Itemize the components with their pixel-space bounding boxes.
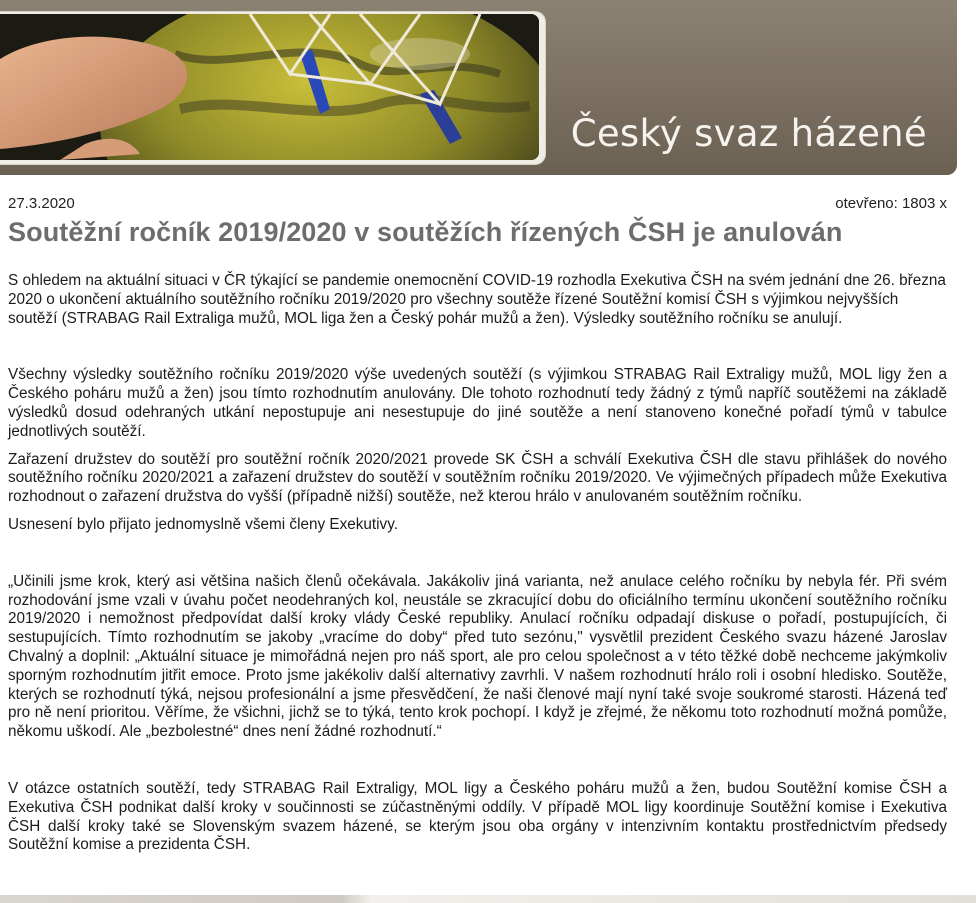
page-footer-strip (0, 895, 976, 903)
handball-ball-image (0, 14, 539, 160)
site-title: Český svaz házené (570, 112, 927, 155)
header-banner (0, 0, 957, 175)
handball-photo (0, 14, 539, 160)
header-photo-frame (0, 12, 545, 164)
view-count: otevřeno: 1803 x (835, 195, 947, 212)
article-title: Soutěžní ročník 2019/2020 v soutěžích řízených ČSH je anulován (8, 217, 843, 247)
article-paragraph: Usnesení bylo přijato jednomyslně všemi členy Exekutivy. (8, 515, 398, 533)
article-paragraph: V otázce ostatních soutěží, tedy STRABAG Rail Extraligy, MOL ligy a Českého poháru mužů a žen, budou Soutěžní komise ČSH a Exekutiva ČSH podnikat další kroky v součinnosti se zúčastněnými oddíly. V případě MOL ligy koordinuje Soutěžní komise i Exekutiva ČSH další kroky také se Slovenským svazem házené, se kterým jsou oba orgány v intenzivním kontaktu prostřednictvím předsedy Soutěžní komise a prezidenta ČSH. (8, 779, 947, 854)
article-paragraph: Zařazení družstev do soutěží pro soutěžní ročník 2020/2021 provede SK ČSH a schválí Exekutiva ČSH dle stavu přihlášek do nového soutěžního ročníku 2020/2021 a zařazení družstev do soutěží v soutěžním ročníku 2019/2020. Ve výjimečných případech může Exekutiva rozhodnout o zařazení družstva do vyšší (případně nižší) soutěže, než kterou hrálo v anulovaném soutěžním ročníku. (8, 450, 947, 506)
article-date: 27.3.2020 (8, 195, 75, 212)
president-quote: „Učinili jsme krok, který asi většina našich členů očekávala. Jakákoliv jiná varianta, než anulace celého ročníku by nebyla fér. Při svém rozhodování jsme vzali v úvahu počet neodehraných kol, neustále se zkracující dobu do oficiálního termínu ukončení soutěžního ročníku 2019/2020 i nemožnost předpovídat další kroky vlády České republiky. Anulací ročníku odpadají diskuse o pořadí, postupujících, či sestupujících. Tímto rozhodnutím se jakoby „vracíme do doby“ před tuto sezónu," vysvětlil prezident Českého svazu házené Jaroslav Chvalný a doplnil: „Aktuální situace je mimořádná nejen pro náš sport, ale pro celou společnost a v této těžké době nechceme jakýmkoliv sporným rozhodnutím jitřit emoce. Proto jsme jakékoliv další alternativy zavrhli. V našem rozhodnutí hrálo roli i osobní hledisko. Soutěže, kterých se rozhodnutí týká, nejsou profesionální a jsme přesvědčení, že naši členové mají nyní také svoje soukromé starosti. Házená teď pro ně není prioritou. Věříme, že všichni, jichž se to týká, tento krok pochopí. I když je zřejmé, že někomu toto rozhodnutí možná pomůže, někomu uškodí. Ale „bezbolestné“ dnes není žádné rozhodnutí.“ (8, 572, 947, 741)
article-meta (8, 195, 947, 212)
article-paragraph: S ohledem na aktuální situaci v ČR týkající se pandemie onemocnění COVID-19 rozhodla Exekutiva ČSH na svém jednání dne 26. března 2020 o ukončení aktuálního soutěžního ročníku 2019/2020 pro všechny soutěže řízené Soutěžní komisí ČSH s výjimkou nejvyšších soutěží (STRABAG Rail Extraliga mužů, MOL liga žen a Český pohár mužů a žen). Výsledky soutěžního ročníku se anulují. (8, 272, 946, 327)
article-body (8, 272, 947, 855)
article-paragraph: Všechny výsledky soutěžního ročníku 2019/2020 výše uvedených soutěží (s výjimkou STRABAG Rail Extraligy mužů, MOL ligy žen a Českého poháru mužů a žen) jsou tímto rozhodnutím anulovány. Dle tohoto rozhodnutí tedy žádný z týmů napříč soutěžemi na základě výsledků dosud odehraných utkání nepostupuje ani nesestupuje do jiné soutěže a není stanoveno konečné pořadí týmů v tabulce jednotlivých soutěží. (8, 366, 947, 440)
